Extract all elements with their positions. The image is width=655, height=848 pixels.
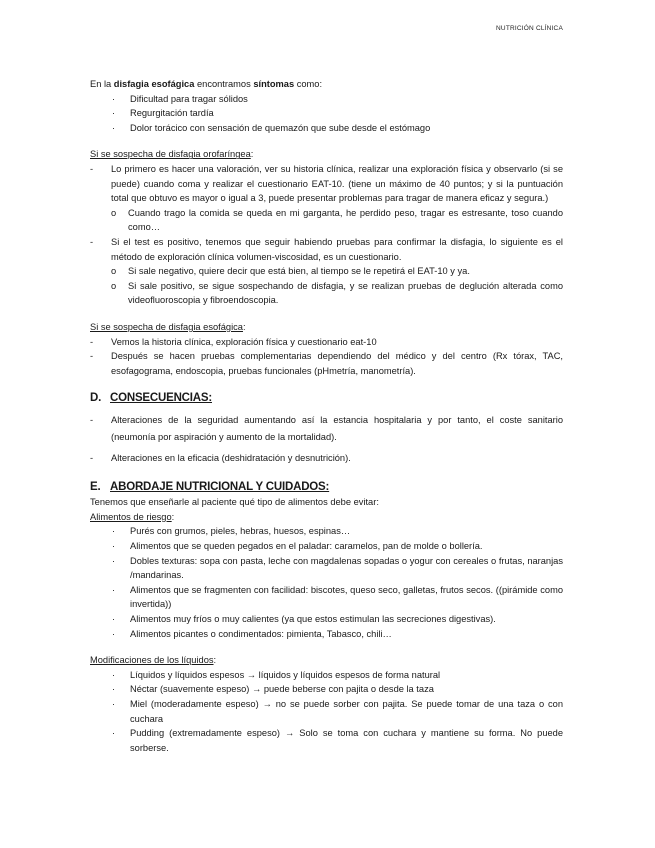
section-letter: D. xyxy=(90,392,102,405)
dash-marker: - xyxy=(90,336,94,347)
heading-colon: : xyxy=(250,149,254,160)
liquidos-list xyxy=(90,668,563,756)
sub-list-item-text: Si sale negativo, quiere decir que está bien, al tiempo se le repetirá el EAT-10 y ya. xyxy=(128,266,470,277)
oro-heading xyxy=(90,147,563,162)
o-marker: o xyxy=(111,266,117,277)
list-item-text: Alteraciones de la seguridad aumentando así la estancia hospitalaria y por tanto, el coste sanitario (neumonía por aspiración y aumento de la mortalidad). xyxy=(111,415,563,443)
list-item-text: Vemos la historia clínica, exploración física y cuestionario eat-10 xyxy=(111,336,377,347)
intro-text: En la xyxy=(90,79,114,89)
sub-list-item xyxy=(90,279,563,308)
bullet-marker: · xyxy=(112,728,116,739)
bullet-marker: · xyxy=(112,93,116,104)
document-body xyxy=(90,77,563,755)
list-item xyxy=(90,121,563,136)
list-item-text: Regurgitación tardía xyxy=(130,108,214,119)
list-item-text: Dobles texturas: sopa con pasta, leche con magdalenas sopadas o yogur con cereales o frutas, naranjas /mandarinas. xyxy=(130,555,563,581)
eso-heading xyxy=(90,320,563,335)
heading-colon: : xyxy=(171,511,175,522)
section-title: ABORDAJE NUTRICIONAL Y CUIDADOS: xyxy=(110,481,330,494)
list-item-text: Alimentos muy fríos o muy calientes (ya que estos estimulan las secreciones digestivas). xyxy=(130,614,496,625)
consequences-list xyxy=(90,412,563,467)
list-item xyxy=(90,235,563,264)
list-item xyxy=(90,539,563,554)
dash-marker: - xyxy=(90,351,94,362)
list-item-text: Después se hacen pruebas complementarias dependiendo del médico y del centro (Rx tórax, TAC, esofagograma, endoscopia, pruebas funcionales (pHmetría, manometría). xyxy=(111,351,563,376)
symptom-list xyxy=(90,92,563,136)
liquidos-heading-text: Modificaciones de los líquidos xyxy=(90,655,214,666)
intro-term-disfagia: disfagia esofágica xyxy=(113,79,195,89)
oro-heading-text: Si se sospecha de disfagia orofaríngea xyxy=(90,149,251,160)
list-item-text: Alimentos picantes o condimentados: pimienta, Tabasco, chili… xyxy=(130,628,392,639)
riesgo-heading-text: Alimentos de riesgo xyxy=(90,511,172,522)
list-item-text: Lo primero es hacer una valoración, ver su historia clínica, realizar una exploración física y observarlo (si se puede) cuando coma y realizar el cuestionario EAT-10. (tiene un máximo de 40 puntos; y si la puntuación total que obtuvo es mayor o igual a 3, puede presentar problemas para tragar de manera eficaz y segura.) xyxy=(111,163,563,204)
dash-marker: - xyxy=(90,415,94,426)
heading-colon: : xyxy=(213,655,217,666)
o-marker: o xyxy=(111,207,117,218)
list-item xyxy=(90,335,563,350)
oro-sublist xyxy=(90,264,563,308)
intro-paragraph xyxy=(90,77,563,92)
bullet-marker: · xyxy=(112,122,116,133)
eso-list xyxy=(90,335,563,379)
riesgo-heading xyxy=(90,510,563,525)
riesgo-list xyxy=(90,524,563,641)
dash-marker: - xyxy=(90,236,94,247)
list-item xyxy=(90,697,563,726)
sub-list-item xyxy=(90,264,563,279)
list-item-text: Purés con grumos, pieles, hebras, huesos, espinas… xyxy=(130,526,351,537)
list-item xyxy=(90,349,563,378)
list-item xyxy=(90,524,563,539)
o-marker: o xyxy=(111,280,117,291)
list-item-text: Néctar (suavemente espeso) → puede beberse con pajita o desde la taza xyxy=(130,684,434,695)
bullet-marker: · xyxy=(112,541,116,552)
section-d-heading xyxy=(90,390,563,406)
list-item xyxy=(90,627,563,642)
list-item xyxy=(90,682,563,697)
heading-colon: : xyxy=(242,321,246,332)
list-item xyxy=(90,162,563,206)
section-e-intro: Tenemos que enseñarle al paciente qué tipo de alimentos debe evitar: xyxy=(90,497,379,508)
bullet-marker: · xyxy=(112,628,116,639)
list-item-text: Dificultad para tragar sólidos xyxy=(130,93,248,104)
intro-text: encontramos xyxy=(194,79,254,89)
list-item xyxy=(90,583,563,612)
sub-list-item-text: Si sale positivo, se sigue sospechando de disfagia, y se realizan pruebas de deglución alterada como videofluoroscopia y fibroendoscopia. xyxy=(128,280,563,306)
intro-term-sintomas: síntomas xyxy=(253,79,295,89)
list-item xyxy=(90,668,563,683)
list-item xyxy=(90,92,563,107)
list-item-text: Si el test es positivo, tenemos que seguir habiendo pruebas para confirmar la disfagia, lo siguiente es el método de exploración clínica volumen-viscosidad, es un cuestionario. xyxy=(111,236,563,262)
dash-marker: - xyxy=(90,163,94,174)
bullet-marker: · xyxy=(112,108,116,119)
list-item-text: Dolor torácico con sensación de quemazón que sube desde el estómago xyxy=(130,122,431,133)
bullet-marker: · xyxy=(112,584,116,595)
bullet-marker: · xyxy=(112,669,116,680)
list-item xyxy=(90,612,563,627)
list-item xyxy=(90,450,563,467)
liquidos-heading xyxy=(90,653,563,668)
sub-list-item xyxy=(90,206,563,235)
oro-list xyxy=(90,235,563,264)
list-item xyxy=(90,412,563,446)
list-item xyxy=(90,554,563,583)
list-item-text: Alimentos que se fragmenten con facilidad: biscotes, queso seco, galletas, frutos secos. ((pirámide como invertida)) xyxy=(130,584,563,610)
oro-sublist xyxy=(90,206,563,235)
bullet-marker: · xyxy=(112,614,116,625)
bullet-marker: · xyxy=(112,555,116,566)
list-item-text: Líquidos y líquidos espesos → líquidos y líquidos espesos de forma natural xyxy=(130,669,441,680)
section-e-heading xyxy=(90,479,563,495)
list-item-text: Miel (moderadamente espeso) → no se puede sorber con pajita. Se puede tomar de una taza o con cuchara xyxy=(130,699,563,724)
eso-heading-text: Si se sospecha de disfagia esofágica xyxy=(90,321,243,332)
sub-list-item-text: Cuando trago la comida se queda en mi garganta, he perdido peso, tragar es estresante, toso cuando como… xyxy=(128,207,563,233)
running-header: NUTRICIÓN CLÍNICA xyxy=(496,25,563,32)
list-item xyxy=(90,106,563,121)
section-letter: E. xyxy=(90,481,101,494)
intro-text: como: xyxy=(294,79,323,89)
list-item-text: Alimentos que se queden pegados en el paladar: caramelos, pan de molde o bollería. xyxy=(130,541,483,552)
list-item-text: Alteraciones en la eficacia (deshidratación y desnutrición). xyxy=(111,453,351,464)
bullet-marker: · xyxy=(112,684,116,695)
section-title: CONSECUENCIAS: xyxy=(110,392,212,405)
bullet-marker: · xyxy=(112,526,116,537)
dash-marker: - xyxy=(90,453,94,464)
bullet-marker: · xyxy=(112,699,116,709)
list-item xyxy=(90,726,563,755)
oro-list xyxy=(90,162,563,206)
list-item-text: Pudding (extremadamente espeso) → Solo se toma con cuchara y mantiene su forma. No puede sorberse. xyxy=(130,728,563,753)
